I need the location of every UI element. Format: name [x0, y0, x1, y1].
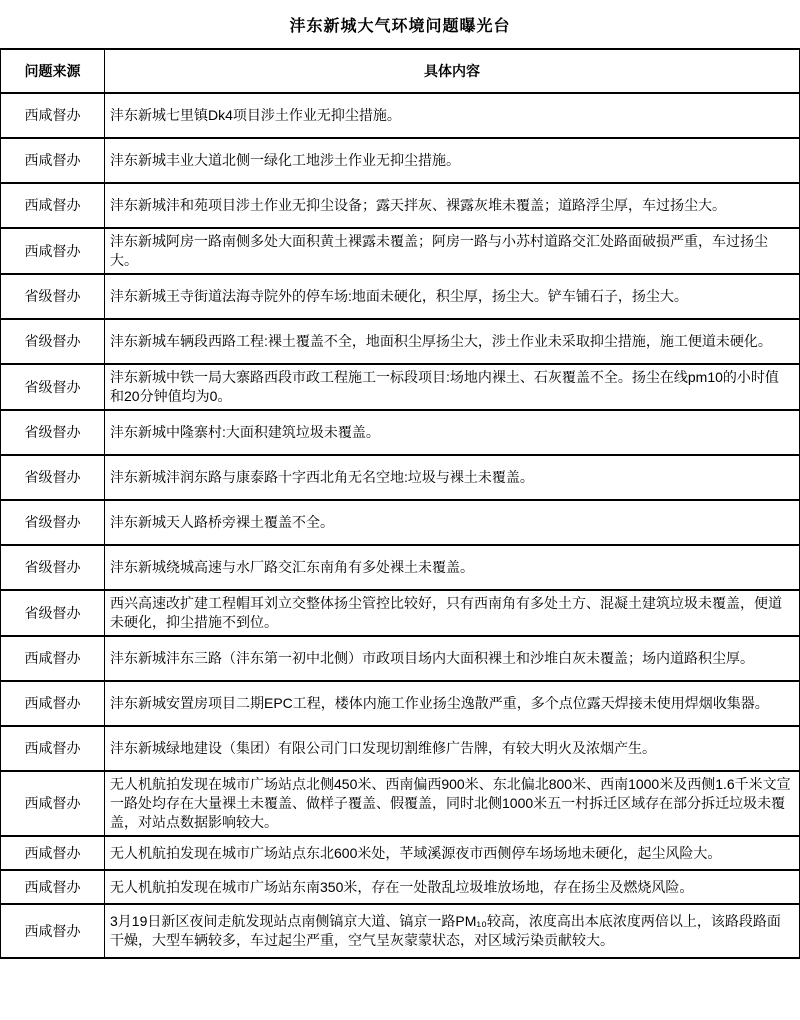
table-row: [1, 636, 800, 681]
issue-source-cell: 省级督办: [1, 364, 105, 410]
table-row: [1, 726, 800, 771]
table-row: [1, 545, 800, 590]
issue-content-cell: 沣东新城安置房项目二期EPC工程，楼体内施工作业扬尘逸散严重，多个点位露天焊接未使用焊烟收集器。: [105, 681, 800, 726]
issue-source-cell: 西咸督办: [1, 138, 105, 183]
table-row: [1, 228, 800, 274]
issue-content-cell: 西兴高速改扩建工程帽耳刘立交整体扬尘管控比较好，只有西南角有多处土方、混凝土建筑垃圾未覆盖，便道未硬化，抑尘措施不到位。: [105, 590, 800, 636]
table-row: [1, 455, 800, 500]
issue-source-cell: 省级督办: [1, 455, 105, 500]
issue-source-cell: 省级督办: [1, 319, 105, 364]
issue-content-cell: 无人机航拍发现在城市广场站东南350米，存在一处散乱垃圾堆放场地，存在扬尘及燃烧风险。: [105, 870, 800, 904]
table-row: [1, 681, 800, 726]
issues-table: [0, 48, 800, 959]
table-row: [1, 500, 800, 545]
issue-content-cell: 沣东新城阿房一路南侧多处大面积黄土裸露未覆盖；阿房一路与小苏村道路交汇处路面破损严重，车过扬尘大。: [105, 228, 800, 274]
issue-source-cell: 西咸督办: [1, 228, 105, 274]
issue-source-cell: 西咸督办: [1, 681, 105, 726]
table-row: [1, 904, 800, 958]
issue-source-cell: 西咸督办: [1, 836, 105, 870]
issue-source-cell: 省级督办: [1, 590, 105, 636]
page-title: 沣东新城大气环境问题曝光台: [289, 17, 511, 35]
issue-content-cell: 沣东新城沣和苑项目涉土作业无抑尘设备；露天拌灰、裸露灰堆未覆盖；道路浮尘厚，车过扬尘大。: [105, 183, 800, 228]
table-row: [1, 319, 800, 364]
issue-source-cell: 西咸督办: [1, 93, 105, 138]
issue-source-cell: 省级督办: [1, 410, 105, 455]
issue-source-cell: 省级督办: [1, 274, 105, 319]
issue-content-cell: 沣东新城沣东三路（沣东第一初中北侧）市政项目场内大面积裸土和沙堆白灰未覆盖；场内道路积尘厚。: [105, 636, 800, 681]
issue-content-cell: 无人机航拍发现在城市广场站点北侧450米、西南偏西900米、东北偏北800米、西南1000米及西侧1.6千米文宣一路处均存在大量裸土未覆盖、做样子覆盖、假覆盖，同时北侧1000米五一村拆迁区域存在部分拆迁垃圾未覆盖，对站点数据影响较大。: [105, 771, 800, 836]
issue-content-cell: 沣东新城绿地建设（集团）有限公司门口发现切割维修广告牌，有较大明火及浓烟产生。: [105, 726, 800, 771]
table-row: [1, 93, 800, 138]
issue-content-cell: 沣东新城丰业大道北侧一绿化工地涉土作业无抑尘措施。: [105, 138, 800, 183]
issue-content-cell: 沣东新城沣润东路与康泰路十字西北角无名空地:垃圾与裸土未覆盖。: [105, 455, 800, 500]
issue-source-cell: 西咸督办: [1, 636, 105, 681]
issue-source-cell: 西咸督办: [1, 904, 105, 958]
issue-source-cell: 西咸督办: [1, 726, 105, 771]
issue-content-cell: 3月19日新区夜间走航发现站点南侧镐京大道、镐京一路PM₁₀较高，浓度高出本底浓度两倍以上，该路段路面干燥，大型车辆较多，车过起尘严重，空气呈灰蒙蒙状态，对区域污染贡献较大。: [105, 904, 800, 958]
issue-content-cell: 沣东新城中铁一局大寨路西段市政工程施工一标段项目:场地内裸土、石灰覆盖不全。扬尘在线pm10的小时值和20分钟值均为0。: [105, 364, 800, 410]
issue-content-cell: 沣东新城车辆段西路工程:裸土覆盖不全，地面积尘厚扬尘大，涉土作业未采取抑尘措施，施工便道未硬化。: [105, 319, 800, 364]
table-row: [1, 410, 800, 455]
table-row: [1, 364, 800, 410]
issue-content-cell: 无人机航拍发现在城市广场站点东北600米处，芊域溪源夜市西侧停车场场地未硬化，起尘风险大。: [105, 836, 800, 870]
table-row: [1, 138, 800, 183]
issue-content-cell: 沣东新城天人路桥旁裸土覆盖不全。: [105, 500, 800, 545]
table-row: [1, 183, 800, 228]
issue-source-cell: 西咸督办: [1, 183, 105, 228]
table-header-row: [1, 49, 800, 93]
issue-content-cell: 沣东新城绕城高速与水厂路交汇东南角有多处裸土未覆盖。: [105, 545, 800, 590]
issue-source-cell: 省级督办: [1, 500, 105, 545]
table-row: [1, 771, 800, 836]
issue-source-cell: 西咸督办: [1, 870, 105, 904]
issue-source-cell: 西咸督办: [1, 771, 105, 836]
header-source-cell: 问题来源: [1, 49, 105, 93]
table-row: [1, 870, 800, 904]
issue-content-cell: 沣东新城七里镇Dk4项目涉土作业无抑尘措施。: [105, 93, 800, 138]
table-row: [1, 590, 800, 636]
issue-source-cell: 省级督办: [1, 545, 105, 590]
table-row: [1, 274, 800, 319]
issue-content-cell: 沣东新城中隆寨村:大面积建筑垃圾未覆盖。: [105, 410, 800, 455]
issue-content-cell: 沣东新城王寺街道法海寺院外的停车场:地面未硬化，积尘厚，扬尘大。铲车铺石子，扬尘大。: [105, 274, 800, 319]
header-content-cell: 具体内容: [105, 49, 800, 93]
table-row: [1, 836, 800, 870]
